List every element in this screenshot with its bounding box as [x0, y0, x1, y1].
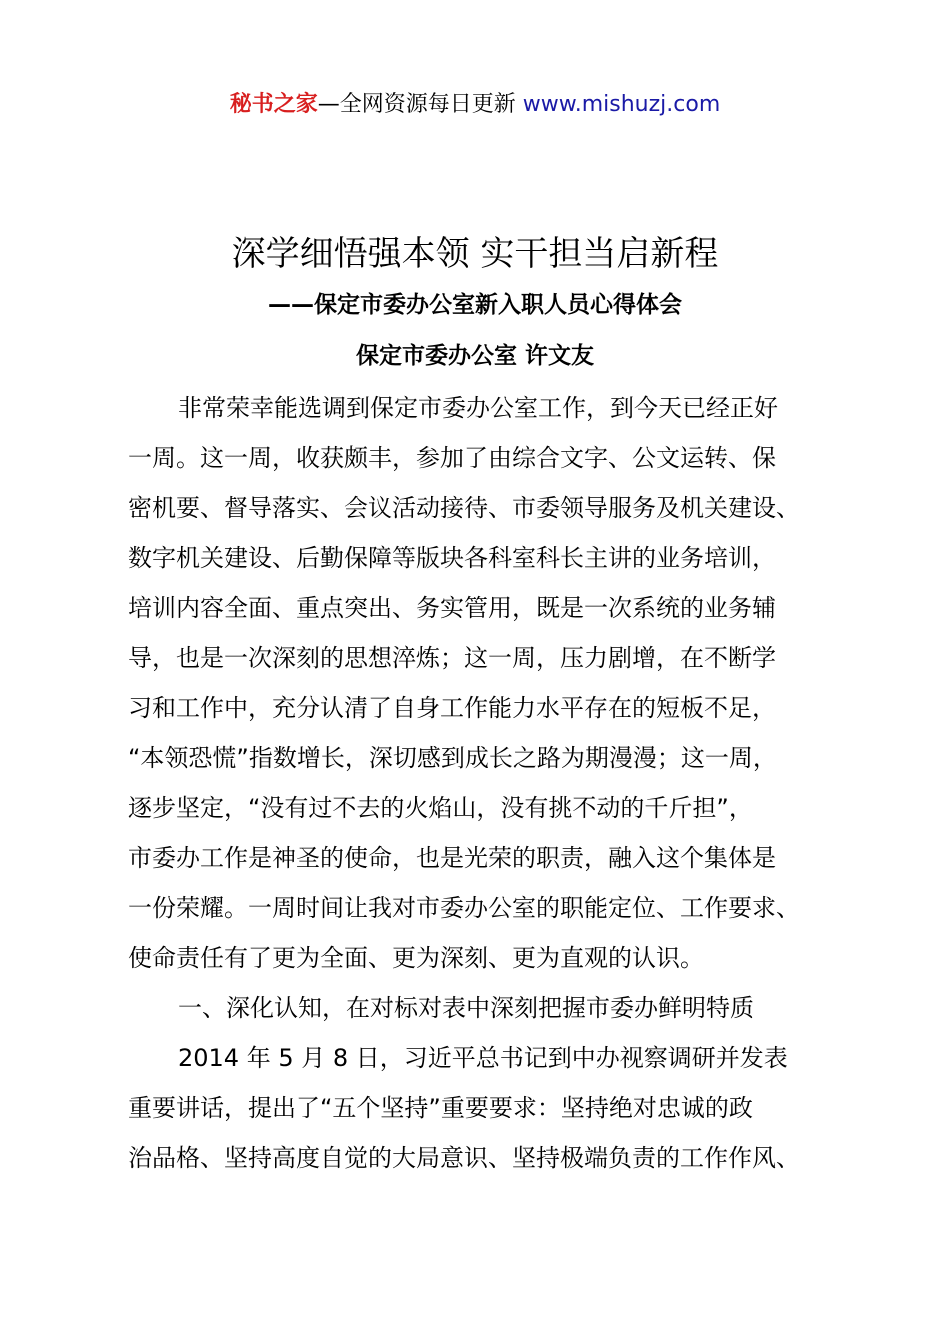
body-line: 习和工作中，充分认清了自身工作能力水平存在的短板不足，	[128, 694, 776, 722]
body-line: 逐步坚定，“没有过不去的火焰山，没有挑不动的千斤担”，	[128, 794, 753, 822]
body-line: 培训内容全面、重点突出、务实管用，既是一次系统的业务辅	[128, 594, 776, 622]
body-line: 非常荣幸能选调到保定市委办公室工作，到今天已经正好	[178, 394, 778, 422]
body-line: 导，也是一次深刻的思想淬炼；这一周，压力剧增，在不断学	[128, 644, 776, 672]
body-line: “本领恐慌”指数增长，深切感到成长之路为期漫漫；这一周，	[128, 744, 777, 772]
section-heading: 一、深化认知，在对标对表中深刻把握市委办鲜明特质	[178, 994, 754, 1022]
site-header	[0, 88, 950, 122]
site-tagline: —全网资源每日更新	[317, 92, 523, 117]
body-line: 数字机关建设、后勤保障等版块各科室科长主讲的业务培训，	[128, 544, 776, 572]
body-line: 重要讲话，提出了“五个坚持”重要要求：坚持绝对忠诚的政	[128, 1094, 753, 1122]
document-subtitle: ——保定市委办公室新入职人员心得体会	[268, 292, 682, 318]
body-line: 2014 年 5 月 8 日，习近平总书记到中办视察调研并发表	[178, 1044, 788, 1072]
document-body	[128, 383, 848, 1183]
document-title: 深学细悟强本领 实干担当启新程	[231, 234, 719, 274]
site-url-link[interactable]: www.mishuzj.com	[522, 92, 721, 117]
site-brand: 秘书之家	[229, 92, 318, 117]
body-line: 一份荣耀。一周时间让我对市委办公室的职能定位、工作要求、	[128, 894, 800, 922]
body-line: 使命责任有了更为全面、更为深刻、更为直观的认识。	[128, 944, 704, 972]
body-line: 市委办工作是神圣的使命，也是光荣的职责，融入这个集体是	[128, 844, 776, 872]
body-line: 治品格、坚持高度自觉的大局意识、坚持极端负责的工作作风、	[128, 1144, 800, 1172]
body-line: 密机要、督导落实、会议活动接待、市委领导服务及机关建设、	[128, 494, 800, 522]
document-author: 保定市委办公室 许文友	[355, 343, 594, 369]
body-line: 一周。这一周，收获颇丰，参加了由综合文字、公文运转、保	[128, 444, 776, 472]
